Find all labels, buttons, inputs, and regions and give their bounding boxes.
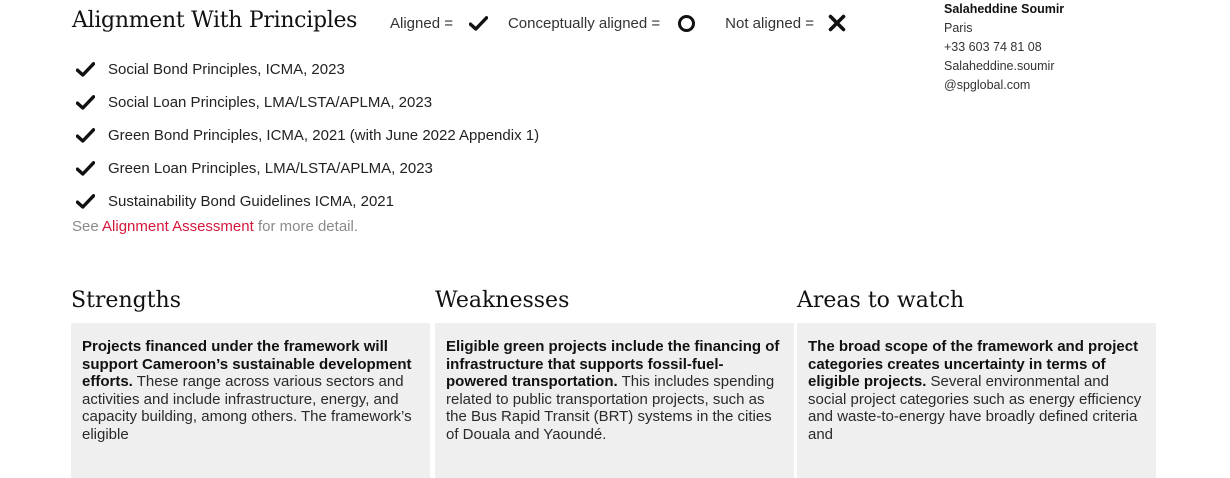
checkmark-icon: [76, 194, 98, 209]
principle-label: Green Bond Principles, ICMA, 2021 (with June 2022 Appendix 1): [108, 127, 540, 144]
see-suffix: for more detail.: [253, 218, 358, 235]
checkmark-icon: [76, 62, 98, 77]
list-item: [76, 119, 539, 152]
legend-not-aligned: [725, 14, 846, 32]
weaknesses-body: This includes spending related to public transportation projects, such as the Bus Rapid Transit (BRT) systems in the cities of Douala and Yaoundé.: [446, 373, 775, 443]
strengths-panel: [71, 323, 430, 478]
see-detail-note: [72, 218, 358, 235]
legend-aligned-label: Aligned =: [390, 14, 453, 32]
alignment-assessment-link[interactable]: Alignment Assessment: [102, 218, 254, 235]
checkmark-icon: [76, 95, 98, 110]
legend-conceptual-label: Conceptually aligned =: [507, 14, 661, 32]
contact-email-line2: @spglobal.com: [944, 78, 1031, 92]
checkmark-icon: [76, 161, 98, 176]
analyst-contact: [944, 0, 1064, 95]
principles-list: [76, 53, 539, 218]
areas-to-watch-body: Several environmental and social project categories such as energy efficiency and waste-to-energy have broadly defined criteria and: [808, 373, 1142, 443]
list-item: [76, 185, 539, 218]
legend-not-aligned-label: Not aligned =: [725, 14, 814, 32]
list-item: [76, 152, 539, 185]
checkmark-icon: [76, 128, 98, 143]
areas-to-watch-heading: Areas to watch: [797, 288, 965, 313]
legend-conceptual: [508, 15, 695, 32]
contact-email-line1: Salaheddine.soumir: [944, 59, 1055, 73]
principle-label: Sustainability Bond Guidelines ICMA, 2021: [108, 193, 394, 210]
weaknesses-lead: Eligible green projects include the financing of infrastructure that supports fossil-fuel-powered transportation.: [446, 338, 780, 390]
weaknesses-heading: Weaknesses: [435, 288, 570, 313]
see-prefix: See: [72, 218, 103, 235]
principle-label: Social Loan Principles, LMA/LSTA/APLMA, 2023: [108, 94, 433, 111]
areas-to-watch-lead: The broad scope of the framework and project categories creates uncertainty in terms of eligible projects.: [808, 338, 1139, 390]
areas-to-watch-panel: [797, 323, 1156, 478]
contact-phone: +33 603 74 81 08: [944, 40, 1042, 54]
checkmark-icon: [469, 16, 488, 31]
contact-name: Salaheddine Soumir: [944, 2, 1065, 16]
weaknesses-panel: [435, 323, 794, 478]
strengths-body: These range across various sectors and activities and include infrastructure, energy, and capacity building, among others. The framework’s eligible: [82, 373, 412, 443]
strengths-heading: Strengths: [71, 288, 181, 313]
list-item: [76, 86, 539, 119]
principle-label: Social Bond Principles, ICMA, 2023: [108, 61, 345, 78]
contact-email[interactable]: [944, 57, 1064, 95]
strengths-lead: Projects financed under the framework will support Cameroon’s sustainable development efforts.: [82, 338, 412, 390]
legend-aligned: [390, 15, 488, 32]
section-title: Alignment With Principles: [72, 8, 358, 33]
alignment-legend: [390, 14, 846, 32]
x-icon: [828, 14, 846, 32]
circle-icon: [678, 15, 695, 32]
contact-city: Paris: [944, 21, 973, 35]
principle-label: Green Loan Principles, LMA/LSTA/APLMA, 2023: [108, 160, 433, 177]
list-item: [76, 53, 539, 86]
